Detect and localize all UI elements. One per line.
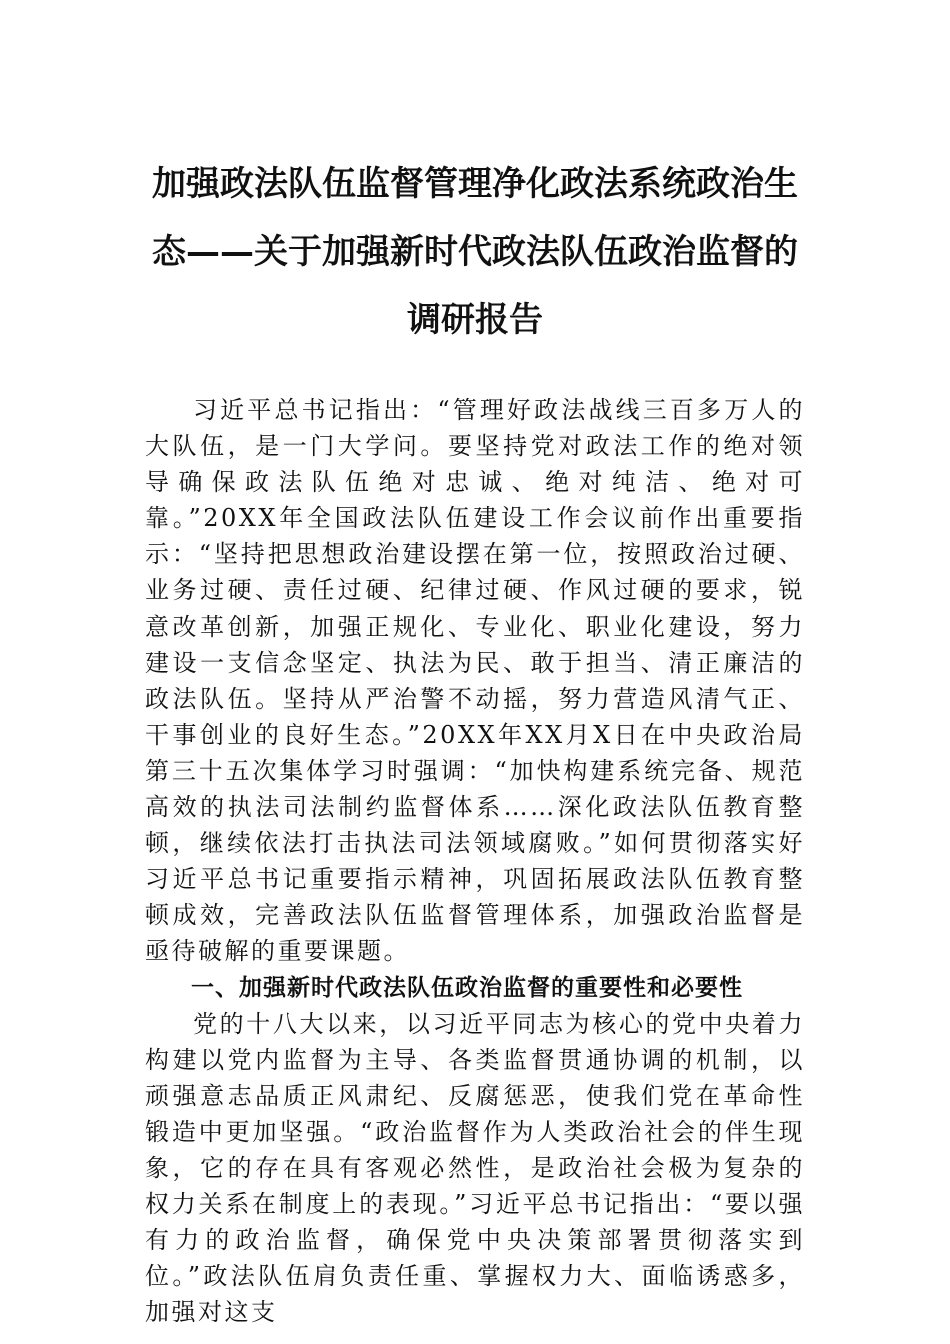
document-title: 加强政法队伍监督管理净化政法系统政治生态——关于加强新时代政法队伍政治监督的调研报告 [152, 164, 798, 340]
document-body [145, 392, 805, 1330]
body-paragraph-intro: 习近平总书记指出：“管理好政法战线三百多万人的大队伍，是一门大学问。要坚持党对政法工作的绝对领导确保政法队伍绝对忠诚、绝对纯洁、绝对可靠。”20XX年全国政法队伍建设工作会议前作出重要指示：“坚持把思想政治建设摆在第一位，按照政治过硬、业务过硬、责任过硬、纪律过硬、作风过硬的要求，锐意改革创新，加强正规化、专业化、职业化建设，努力建设一支信念坚定、执法为民、敢于担当、清正廉洁的政法队伍。坚持从严治警不动摇，努力营造风清气正、干事创业的良好生态。”20XX年XX月X日在中央政治局第三十五次集体学习时强调：“加快构建系统完备、规范高效的执法司法制约监督体系……深化政法队伍教育整顿，继续依法打击执法司法领域腐败。”如何贯彻落实好习近平总书记重要指示精神，巩固拓展政法队伍教育整顿成效，完善政法队伍监督管理体系，加强政治监督是亟待破解的重要课题。 [145, 396, 805, 966]
body-paragraph-section-1: 党的十八大以来，以习近平同志为核心的党中央着力构建以党内监督为主导、各类监督贯通协调的机制，以顽强意志品质正风肃纪、反腐惩恶，使我们党在革命性锻造中更加坚强。“政治监督作为人类政治社会的伴生现象，它的存在具有客观必然性，是政治社会极为复杂的权力关系在制度上的表现。”习近平总书记指出：“要以强有力的政治监督，确保党中央决策部署贯彻落实到位。”政法队伍肩负责任重、掌握权力大、面临诱惑多，加强对这支 [145, 1009, 805, 1327]
section-heading-1: 一、加强新时代政法队伍政治监督的重要性和必要性 [191, 974, 743, 1001]
